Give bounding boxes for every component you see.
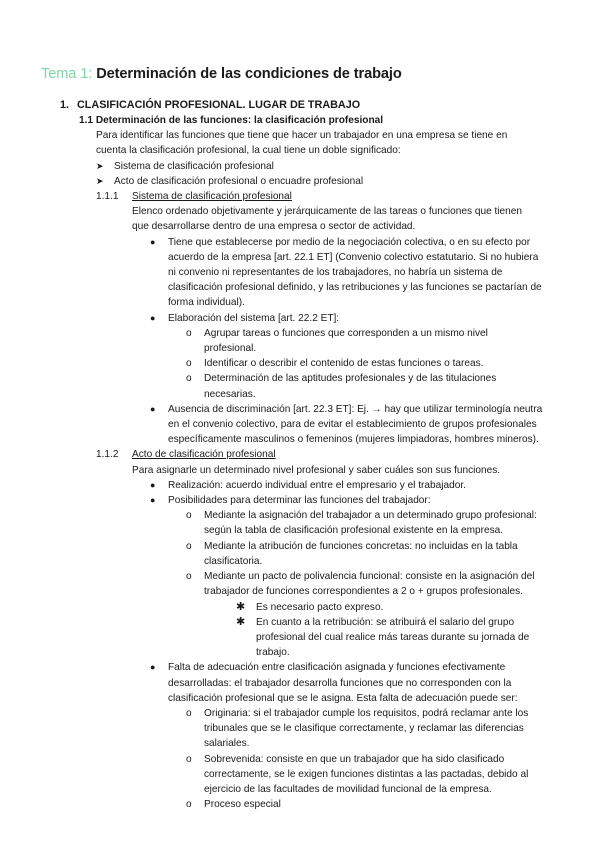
subsection-heading-1-1: 1.1 Determinación de las funciones: la clasificación profesional [79,115,384,126]
bullet-icon: ● [150,479,156,490]
section-title: CLASIFICACIÓN PROFESIONAL. LUGAR DE TRABAJO [77,99,361,111]
bullet-icon: ● [150,495,156,506]
circle-icon: o [186,540,192,552]
list-item: ➤ Sistema de clasificación profesional [0,159,600,174]
list-item: o Sobrevenida: consiste en que un trabajador que ha sido clasificado correctamente, se le exigen funciones distintas a las pactadas, debido al ejercicio de las facultades de movilidad funcional de la empresa. [186,753,529,795]
circle-icon: o [186,571,192,583]
list-item: o Identificar o describir el contenido de estas funciones o tareas. [0,356,600,371]
subsection-description: Para asignarle un determinado nivel profesional y saber cuáles son sus funciones. [132,464,501,476]
list-item: ● Posibilidades para determinar las funciones del trabajador: [0,493,600,508]
list-item: o Mediante un pacto de polivalencia funcional: consiste en la asignación del trabajador de funciones correspondientes a 2 o + grupos profesionales. [186,571,535,598]
list-item: ➤ Acto de clasificación profesional o encuadre profesional [0,174,600,189]
document-body [0,97,600,812]
list-item: o Mediante la asignación del trabajador a un determinado grupo profesional: según la tabla de clasificación profesional existente en la empresa. [186,510,537,537]
title-prefix: Tema 1: [41,66,93,82]
bullet-icon: ● [150,236,156,247]
circle-icon: o [186,753,192,765]
arrow-icon: ➤ [96,160,104,171]
title-text: Determinación de las condiciones de trabajo [96,66,402,82]
list-item: ✱ En cuanto a la retribución: se atribuirá el salario del grupo profesional del cual realice más tareas durante su jornada de trabajo. [236,615,530,659]
circle-icon: o [186,358,192,370]
star-icon: ✱ [236,615,246,628]
circle-icon: o [186,510,192,522]
circle-icon: o [186,799,192,811]
list-item: o Mediante la atribución de funciones concretas: no incluidas en la tabla clasificatoria. [186,540,518,567]
list-item: ● Realización: acuerdo individual entre el empresario y el trabajador. [0,478,600,493]
circle-icon: o [186,327,192,339]
arrow-icon: ➤ [96,175,104,186]
list-item: ● Tiene que establecerse por medio de la negociación colectiva, o en su efecto por acuerdo de la empresa [art. 22.1 ET] (Convenio colectivo estatutario. Si no hubiera ni convenio ni representantes de los trabajadores, no habría un sistema de clasificación profesional definido, y las retribuciones y las funciones se pactarían de forma individual). [150,236,542,309]
list-item: ● Ausencia de discriminación [art. 22.3 ET]: Ej. → hay que utilizar terminología neutra en el convenio colectivo, para de evitar el establecimiento de grupos profesionales específicamente masculinos o femeninos (mujeres limpiadoras, hombres mineros). [150,403,543,446]
subsection-heading-1-1-1: 1.1.1 Sistema de clasificación profesional [96,191,292,203]
subsection-description: Elenco ordenado objetivamente y jerárquicamente de las tareas o funciones que tienen que desarrollarse dentro de una empresa o sector de actividad. [132,206,522,233]
star-icon: ✱ [236,600,246,613]
section-heading-1 [0,97,600,113]
section-number: 1. [60,99,70,111]
list-item: ✱ Es necesario pacto expreso. [0,600,600,615]
document-title [41,66,402,82]
bullet-icon: ● [150,312,156,323]
list-item: o Determinación de las aptitudes profesionales y de las titulaciones necesarias. [186,373,497,400]
list-item: ● Falta de adecuación entre clasificación asignada y funciones efectivamente desarrolladas: el trabajador desarrolla funciones que no corresponden con la clasificación profesional que se le asigna. Esta falta de adecuación puede ser: [150,662,518,704]
subsection-heading-1-1-2: 1.1.2 Acto de clasificación profesional [96,449,276,461]
list-item: o Agrupar tareas o funciones que corresponden a un mismo nivel profesional. [186,327,488,355]
bullet-icon: ● [150,403,156,414]
circle-icon: o [186,373,192,385]
bullet-icon: ● [150,662,156,673]
circle-icon: o [186,707,192,719]
subsection-intro: Para identificar las funciones que tiene que hacer un trabajador en una empresa se tiene en cuenta la clasificación profesional, la cual tiene un doble significado: [96,130,508,157]
list-item: o Originaria: si el trabajador cumple los requisitos, podrá reclamar ante los tribunales que se le clasifique correctamente, y reclamar las diferencias salariales. [186,707,529,750]
list-item: o Proceso especial [0,797,600,812]
list-item: ● Elaboración del sistema [art. 22.2 ET]: [0,311,600,326]
